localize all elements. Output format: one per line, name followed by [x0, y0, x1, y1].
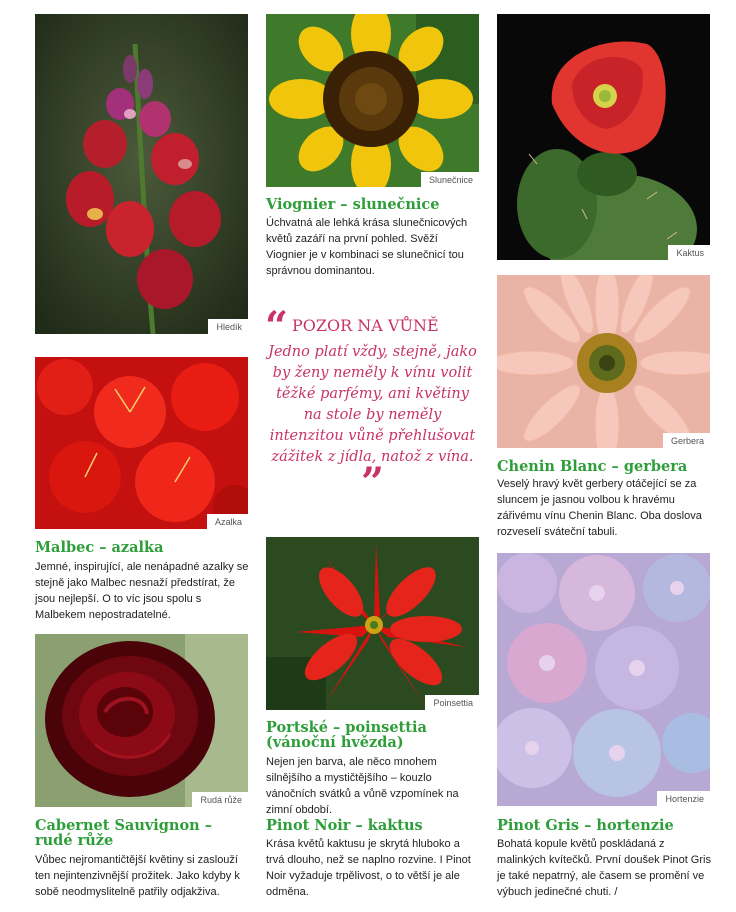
azalea-photo [35, 357, 248, 529]
photo-caption: Rudá růže [192, 792, 248, 807]
chenin-text: Veselý hravý květ gerbery otáčející se za sluncem je jasnou volbou k hravému zářivému vínu Chenin Blanc. Oba doslova rozveselí sváteční tabuli. [497, 478, 702, 538]
sunflower-photo [266, 14, 479, 187]
pull-quote [265, 303, 480, 506]
pinot-gris-text: Bohatá kopule květů poskládaná z malinkých kvítečků. První doušek Pinot Gris je také nepatrný, ale časem se promění ve výbuch jedinečné chuti. / [497, 838, 711, 898]
photo-caption: Poinsettia [425, 695, 479, 710]
malbec-heading: Malbec – azalka [35, 539, 164, 556]
hydrangea-photo [497, 553, 710, 806]
photo-caption: Hledík [208, 319, 248, 334]
photo-caption: Azalka [207, 514, 248, 529]
cabernet-text: Vůbec nejromantičtější květiny si zaslouží ten nejintenzivnější prožitek. Jako kdyby k sobě neodmyslitelně patřily odjakživa. [35, 854, 240, 898]
viognier-heading: Viognier – slunečnice [266, 196, 440, 213]
rose-photo [35, 634, 248, 807]
malbec-text: Jemné, inspirující, ale nenápadné azalky se stejně jako Malbec nesnaží předstírat, že jsou nejlepší. O to víc jsou spolu s Malbekem nepostradatelné. [35, 561, 249, 621]
pinot-noir-heading: Pinot Noir – kaktus [266, 817, 423, 834]
chenin-heading: Chenin Blanc – gerbera [497, 458, 688, 475]
portske-heading: Portské – poinsettia (vánoční hvězda) [266, 719, 427, 751]
snapdragon-photo [35, 14, 248, 334]
close-quote-mark: ” [360, 459, 384, 506]
photo-caption: Kaktus [668, 245, 710, 260]
poinsettia-photo [266, 537, 479, 710]
pinot-noir-text: Krása květů kaktusu je skrytá hluboko a trvá dlouho, než se naplno rozvine. I Pinot Noir vyžaduje trpělivost, o to větší je ale odměna. [266, 838, 471, 898]
cabernet-heading: Cabernet Sauvignon – rudé růže [35, 817, 212, 849]
quote-text [265, 342, 480, 506]
photo-caption: Gerbera [663, 433, 710, 448]
open-quote-mark: “ [265, 303, 289, 350]
portske-text: Nejen jen barva, ale něco mnohem silnějšího a mystičtějšího – kouzlo vánočních svátků a vůně vzpomínek na zimní období. [266, 756, 459, 816]
quote-title: POZOR NA VŮNĚ [292, 316, 439, 335]
cactus-photo [497, 14, 710, 260]
photo-caption: Hortenzie [657, 791, 710, 806]
gerbera-photo [497, 275, 710, 448]
pinot-gris-heading: Pinot Gris – hortenzie [497, 817, 674, 834]
photo-caption: Slunečnice [421, 172, 479, 187]
viognier-text: Úchvatná ale lehká krása slunečnicových květů zazáří na první pohled. Svěží Viognier je v kombinaci se slunečnicí tou správnou dominantou. [266, 217, 468, 277]
quote-body: Jedno platí vždy, stejně, jako by ženy neměly k vínu volit těžké parfémy, ani květiny na stole by neměly intenzitou vůně přehlušovat zážitek z jídla, natož z vína. [268, 344, 477, 465]
